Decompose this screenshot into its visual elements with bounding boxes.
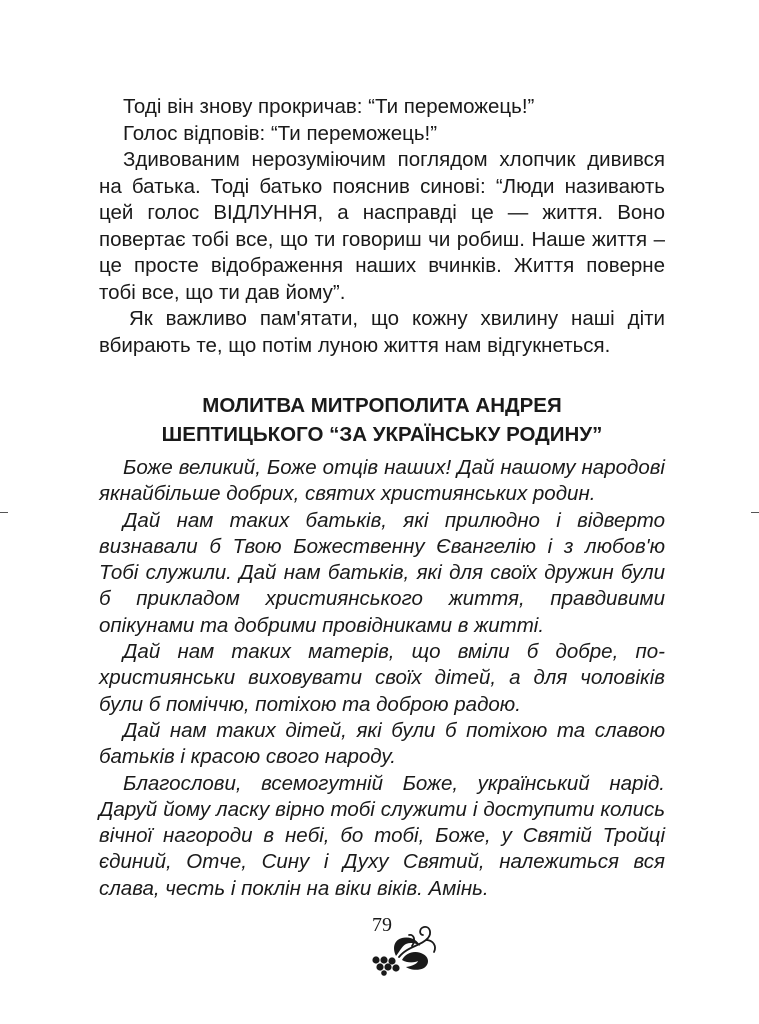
grape-vine-ornament-icon xyxy=(366,916,440,976)
prayer-paragraph: Дай нам таких батьків, які прилюдно і відверто визнавали б Твою Божественну Євангелію і з любов'ю Тобі служили. Дай нам батьків, які для своїх дружин були б прикладом християнського життя, правдивими опікунами та добрими провідниками в житті. xyxy=(99,508,665,637)
story-paragraph: Голос відповів: “Ти переможець!” xyxy=(123,121,438,145)
prayer-paragraph: Дай нам таких дітей, які були б потіхою та славою батьків і красою свого народу. xyxy=(99,718,665,769)
prayer-paragraph: Благослови, всемогутній Боже, український нарід. Даруй йому ласку вірно тобі служити і доступити колись вічної нагороди в небі, бо тобі, Боже, у Святій Тройці єдиний, Отче, Сину і Духу Святий, належиться вся слава, честь і поклін на віки віків. Амінь. xyxy=(99,771,665,900)
prayer-text xyxy=(99,455,665,902)
crop-mark-left xyxy=(0,512,8,513)
prayer-paragraph: Боже великий, Боже отців наших! Дай нашому народові якнайбільше добрих, святих християнських родин. xyxy=(99,456,665,506)
story-paragraph: Тоді він знову прокричав: “Ти переможець!” xyxy=(123,95,535,118)
story-paragraph: Здивованим нерозуміючим поглядом хлопчик дивився на батька. Тоді батько пояснив синові: “Люди називають цей голос ВІДЛУННЯ, а насправді це — життя. Воно повертає тобі все, що ти говориш чи робиш. Наше життя – це просте відображення наших вчинків. Життя поверне тобі все, що ти дав йому”. xyxy=(99,148,665,304)
prayer-title-line: ШЕПТИЦЬКОГО “ЗА УКРАЇНСЬКУ РОДИНУ” xyxy=(161,423,603,446)
page-number: 79 xyxy=(372,914,392,936)
story-paragraph: Як важливо пам'ятати, що кожну хвилину наші діти вбирають те, що потім луною життя нам відгукнеться. xyxy=(99,307,665,357)
prayer-title xyxy=(99,391,665,449)
prayer-paragraph: Дай нам таких матерів, що вміли б добре, по-християнськи виховувати своїх дітей, а для чоловіків були б поміччю, потіхою та доброю радою. xyxy=(99,640,665,716)
prayer-title-line: МОЛИТВА МИТРОПОЛИТА АНДРЕЯ xyxy=(202,394,562,417)
story-text xyxy=(99,94,665,359)
crop-mark-right xyxy=(751,512,759,513)
